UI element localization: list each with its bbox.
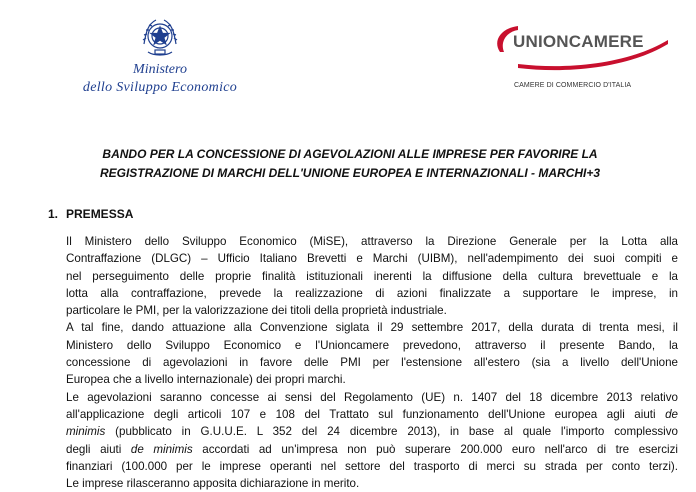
body-text — [66, 233, 678, 492]
text-run: degli aiuti — [66, 442, 131, 456]
paragraph-line — [66, 406, 678, 423]
unioncamere-name: UNIONCAMERE — [513, 32, 644, 51]
text-run: accordati ad un'impresa non può superare 200.000 euro nell'arco di tre esercizi — [192, 442, 678, 456]
text-run: all'applicazione degli articoli 107 e 108 del Trattato sul funzionamento dell'Unione europea agli aiuti — [66, 407, 666, 421]
section-heading — [48, 207, 141, 221]
text-run: (pubblicato in G.U.U.E. L 352 del 24 dicembre 2013), in base al quale l'importo complessivo — [105, 425, 678, 439]
paragraph-line: Le imprese rilasceranno apposita dichiarazione in merito. — [66, 477, 360, 491]
paragraph-line: particolare le PMI, per la valorizzazione dei titoli della proprietà industriale. — [66, 304, 447, 318]
italic-text-run: de minimis — [130, 442, 193, 456]
paragraph-line: Contraffazione (DLGC) – Ufficio Italiano Brevetti e Marchi (UIBM), nell'adempimento dei suoi compiti e — [66, 252, 678, 266]
paragraph-line: Il Ministero dello Sviluppo Economico (MiSE), attraverso la Direzione Generale per la Lotta alla — [66, 235, 678, 248]
unioncamere-logo — [478, 22, 668, 102]
paragraph-line: nel perseguimento delle proprie finalità istituzionali inerenti la diffusione della cultura brevettuale e la — [66, 269, 678, 283]
italic-text-run: minimis — [66, 425, 106, 439]
ministry-name-line2: dello Sviluppo Economico — [82, 80, 238, 95]
unioncamere-subtitle: CAMERE DI COMMERCIO D'ITALIA — [514, 82, 632, 89]
section-number: 1. — [48, 207, 59, 221]
title-line-2: REGISTRAZIONE DI MARCHI DELL'UNIONE EUROPEA E INTERNAZIONALI - MARCHI+3 — [99, 166, 601, 180]
paragraph-line: concessione di agevolazioni in favore delle PMI per l'estensione all'estero (sia a livello dell'Unione — [66, 356, 678, 370]
paragraph-line: lotta alla contraffazione, prevede la realizzazione di azioni finalizzate a supportare le imprese, in — [66, 286, 678, 300]
paragraph-line: A tal fine, dando attuazione alla Convenzione siglata il 29 settembre 2017, della durata di trenta mesi, il — [66, 321, 678, 335]
paragraph-line: Ministero dello Sviluppo Economico e l'Unioncamere prevedono, attraverso il presente Bando, la — [66, 338, 678, 352]
mise-logo — [60, 10, 260, 105]
ministry-name-line1: Ministero — [133, 62, 187, 77]
document-title — [40, 145, 660, 183]
paragraph-line: finanziari (100.000 per le imprese operanti nel settore del trasporto di merci su strada per conto terzi). — [66, 459, 678, 473]
title-line-1: BANDO PER LA CONCESSIONE DI AGEVOLAZIONI ALLE IMPRESE PER FAVORIRE LA — [102, 147, 598, 161]
italian-republic-emblem-icon — [138, 14, 182, 60]
paragraph-line: Le agevolazioni saranno concesse ai sensi del Regolamento (UE) n. 1407 del 18 dicembre 2013 relativo — [66, 390, 678, 404]
paragraph-line — [66, 423, 678, 440]
paragraph-line: Europea che a livello internazionale) dei propri marchi. — [66, 373, 346, 387]
paragraph-line — [66, 441, 678, 458]
section-title: PREMESSA — [66, 207, 134, 221]
italic-text-run: de — [665, 407, 678, 421]
